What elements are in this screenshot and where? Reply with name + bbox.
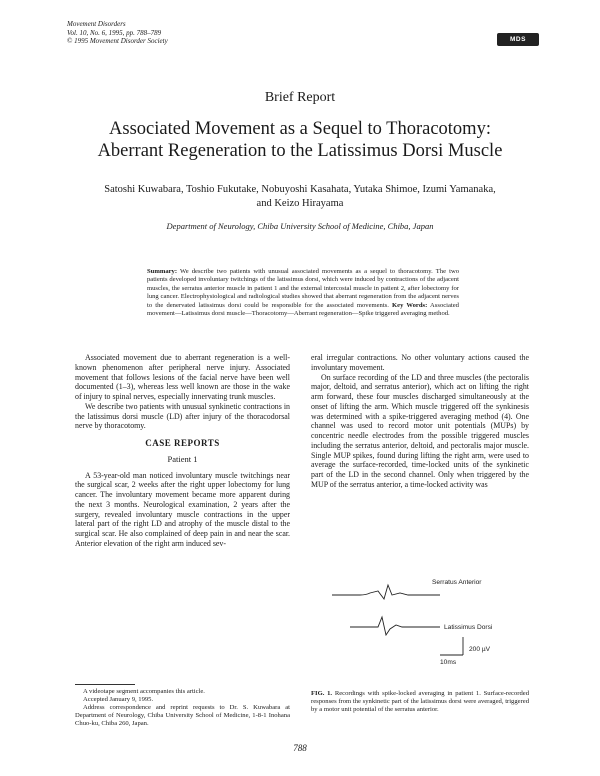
serratus-anterior-trace xyxy=(332,585,440,599)
footnote-divider xyxy=(75,684,135,685)
subsection-heading: Patient 1 xyxy=(167,453,198,464)
left-column xyxy=(75,353,290,549)
label-latissimus-dorsi: Latissimus Dorsi xyxy=(444,624,493,631)
keywords-text: Associated movement—Latissimus dorsi muscle—Thoracotomy—Aberrant regeneration—Spike triggered averaging method. xyxy=(147,301,459,318)
page-number: 788 xyxy=(293,743,307,753)
authors-line-1: Satoshi Kuwabara, Toshio Fukutake, Nobuyoshi Kasahata, Yutaka Shimoe, Izumi Yamanaka, xyxy=(104,184,496,195)
journal-volume: Vol. 10, No. 6, 1995, pp. 788–789 xyxy=(67,28,162,37)
article-title xyxy=(60,118,540,162)
journal-name: Movement Disorders xyxy=(67,20,126,28)
footnote-video: A videotape segment accompanies this article. xyxy=(83,688,205,695)
journal-header xyxy=(67,20,168,46)
keywords-label: Key Words: xyxy=(392,301,428,309)
caption-text: Recordings with spike-locked averaging in patient 1. Surface-recorded responses from the synkinetic part of the latissimus dorsi were averaged, triggered by a motor unit potential of the serratus anterior. xyxy=(311,690,529,713)
footnotes xyxy=(75,688,290,728)
title-line-2: Aberrant Regeneration to the Latissimus Dorsi Muscle xyxy=(97,141,503,161)
scale-amplitude: 200 µV xyxy=(469,646,491,653)
body-paragraph: We describe two patients with unusual synkinetic contractions in the latissimus dorsi muscle (LD) after injury of the thoracodorsal nerve by thoracotomy. xyxy=(75,401,290,431)
author-list xyxy=(70,183,530,211)
scale-time: 10ms xyxy=(440,659,457,666)
abstract-text: We describe two patients with unusual associated movements as a sequel to thoracotomy. The two patients developed involuntary twitchings of the latissimus dorsi, which were induced by contractions of the adjacent muscles, the serratus anterior muscle in patient 1 and the external intercostal muscle in patient 2, after lobectomy for lung cancer. Electrophysiological and radiological studies showed that aberrant regeneration from the adjacent nerves to the denervated latissimus dorsi could be responsible for the associated movements. xyxy=(147,268,460,309)
authors-line-2: and Keizo Hirayama xyxy=(256,198,344,209)
journal-copyright: © 1995 Movement Disorder Society xyxy=(67,37,168,45)
section-heading: CASE REPORTS xyxy=(145,438,220,448)
body-paragraph: A 53-year-old man noticed involuntary muscle twitchings near the surgical scar, 2 weeks after the right upper lobectomy for lung cancer. The involuntary movement became more apparent during the next 3 months. Neurological examination, 2 years after the surgery, revealed involuntary muscle contractions in the upper lateral part of the right LD and atrophy of the muscle distal to the surgical scar. He also complained of deep pain in and near the scar. Anterior elevation of the right arm induced sev- xyxy=(75,470,290,548)
body-paragraph: On surface recording of the LD and three muscles (the pectoralis major, deltoid, and serratus anterior), which act on lifting the right arm forward, these four muscles discharged simultaneously at the onset of lifting the arm. Which muscle triggered off the synkinesis was determined with a spike-triggered averaging method (4). One channel was used to record motor unit potentials (MUPs) by concentric needle electrodes from the possible triggered muscles including the serratus anterior, deltoid, and pectoralis major muscle. Single MUP spikes, found during lifting the right arm, were used to average the surface-recorded, time-locked units of the synkinetic part of the LD in the second channel. Only when triggered by the MUP of the serratus anterior, a time-locked activity was xyxy=(311,372,529,489)
abstract xyxy=(147,268,459,318)
title-line-1: Associated Movement as a Sequel to Thoracotomy: xyxy=(109,119,491,139)
right-column xyxy=(311,353,529,490)
footnote-correspondence: Address correspondence and reprint requests to Dr. S. Kuwabara at Department of Neurology, Chiba University School of Medicine, 1-8-1 Inohana Chuo-ku, Chiba 260, Japan. xyxy=(75,703,290,727)
body-paragraph: Associated movement due to aberrant regeneration is a well-known phenomenon after peripheral nerve injury. Associated movement that follows lesions of the facial nerve have been well documented (1–3), whereas less well known are those in the wake of injury to spinal nerves, especially innervating trunk muscles. xyxy=(75,353,290,401)
figure-traces xyxy=(330,565,530,677)
affiliation: Department of Neurology, Chiba University School of Medicine, Chiba, Japan xyxy=(166,221,434,231)
label-serratus-anterior: Serratus Anterior xyxy=(432,579,482,586)
publisher-logo: MDS xyxy=(497,33,539,46)
abstract-label: Summary: xyxy=(147,268,178,275)
section-type: Brief Report xyxy=(264,90,336,105)
caption-label: FIG. 1. xyxy=(311,690,333,697)
body-paragraph: eral irregular contractions. No other voluntary actions caused the involuntary movement. xyxy=(311,353,529,372)
latissimus-dorsi-trace xyxy=(350,617,440,635)
figure-caption xyxy=(311,690,529,714)
figure-1 xyxy=(330,565,530,677)
footnote-accepted: Accepted January 9, 1995. xyxy=(83,695,154,703)
